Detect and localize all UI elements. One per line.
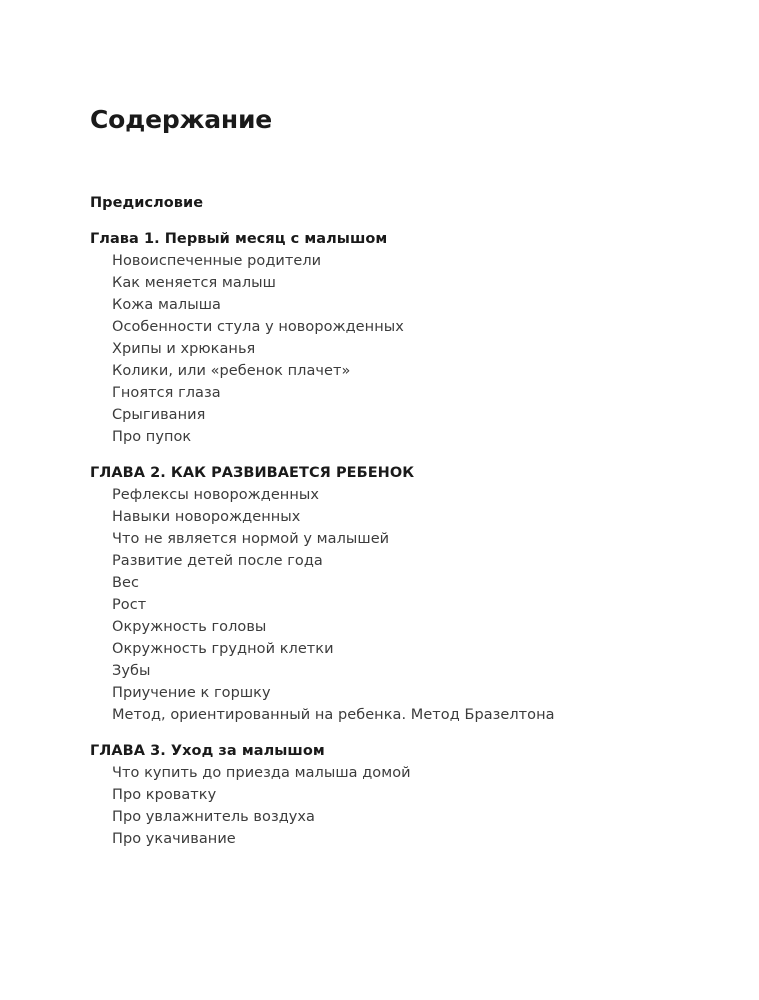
page-title: Содержание <box>90 105 273 134</box>
toc-chapter-entry[interactable]: ГЛАВА 3. Уход за малышом <box>90 743 325 759</box>
toc-section-entry[interactable]: Про увлажнитель воздуха <box>112 809 315 825</box>
toc-entry-list <box>90 192 719 850</box>
toc-section-entry[interactable]: Что купить до приезда малыша домой <box>112 765 411 781</box>
toc-chapter-entry[interactable]: Глава 1. Первый месяц с малышом <box>90 231 388 247</box>
toc-section-entry[interactable]: Метод, ориентированный на ребенка. Метод Бразелтона <box>112 707 555 723</box>
toc-section-entry[interactable]: Что не является нормой у малышей <box>112 531 390 547</box>
toc-chapter-entry[interactable]: Предисловие <box>90 195 204 211</box>
toc-chapter-entry[interactable]: ГЛАВА 2. КАК РАЗВИВАЕТСЯ РЕБЕНОК <box>90 465 415 481</box>
toc-section-entry[interactable]: Окружность головы <box>112 619 267 635</box>
toc-section-entry[interactable]: Срыгивания <box>112 407 206 423</box>
toc-section-entry[interactable]: Рефлексы новорожденных <box>112 487 319 503</box>
toc-section-entry[interactable]: Зубы <box>112 663 151 679</box>
toc-section-entry[interactable]: Вес <box>112 575 139 591</box>
toc-section-entry[interactable]: Гноятся глаза <box>112 385 221 401</box>
toc-section-entry[interactable]: Про пупок <box>112 429 192 445</box>
table-of-contents <box>90 104 719 850</box>
toc-section-entry[interactable]: Кожа малыша <box>112 297 221 313</box>
toc-section-entry[interactable]: Навыки новорожденных <box>112 509 301 525</box>
toc-section-entry[interactable]: Новоиспеченные родители <box>112 253 322 269</box>
toc-section-entry[interactable]: Особенности стула у новорожденных <box>112 319 404 335</box>
toc-section-entry[interactable]: Приучение к горшку <box>112 685 271 701</box>
toc-section-entry[interactable]: Про укачивание <box>112 831 236 847</box>
toc-section-entry[interactable]: Колики, или «ребенок плачет» <box>112 363 351 379</box>
toc-section-entry[interactable]: Окружность грудной клетки <box>112 641 334 657</box>
toc-section-entry[interactable]: Как меняется малыш <box>112 275 276 291</box>
toc-section-entry[interactable]: Хрипы и хрюканья <box>112 341 256 357</box>
toc-section-entry[interactable]: Развитие детей после года <box>112 553 323 569</box>
toc-section-entry[interactable]: Про кроватку <box>112 787 217 803</box>
toc-section-entry[interactable]: Рост <box>112 597 147 613</box>
